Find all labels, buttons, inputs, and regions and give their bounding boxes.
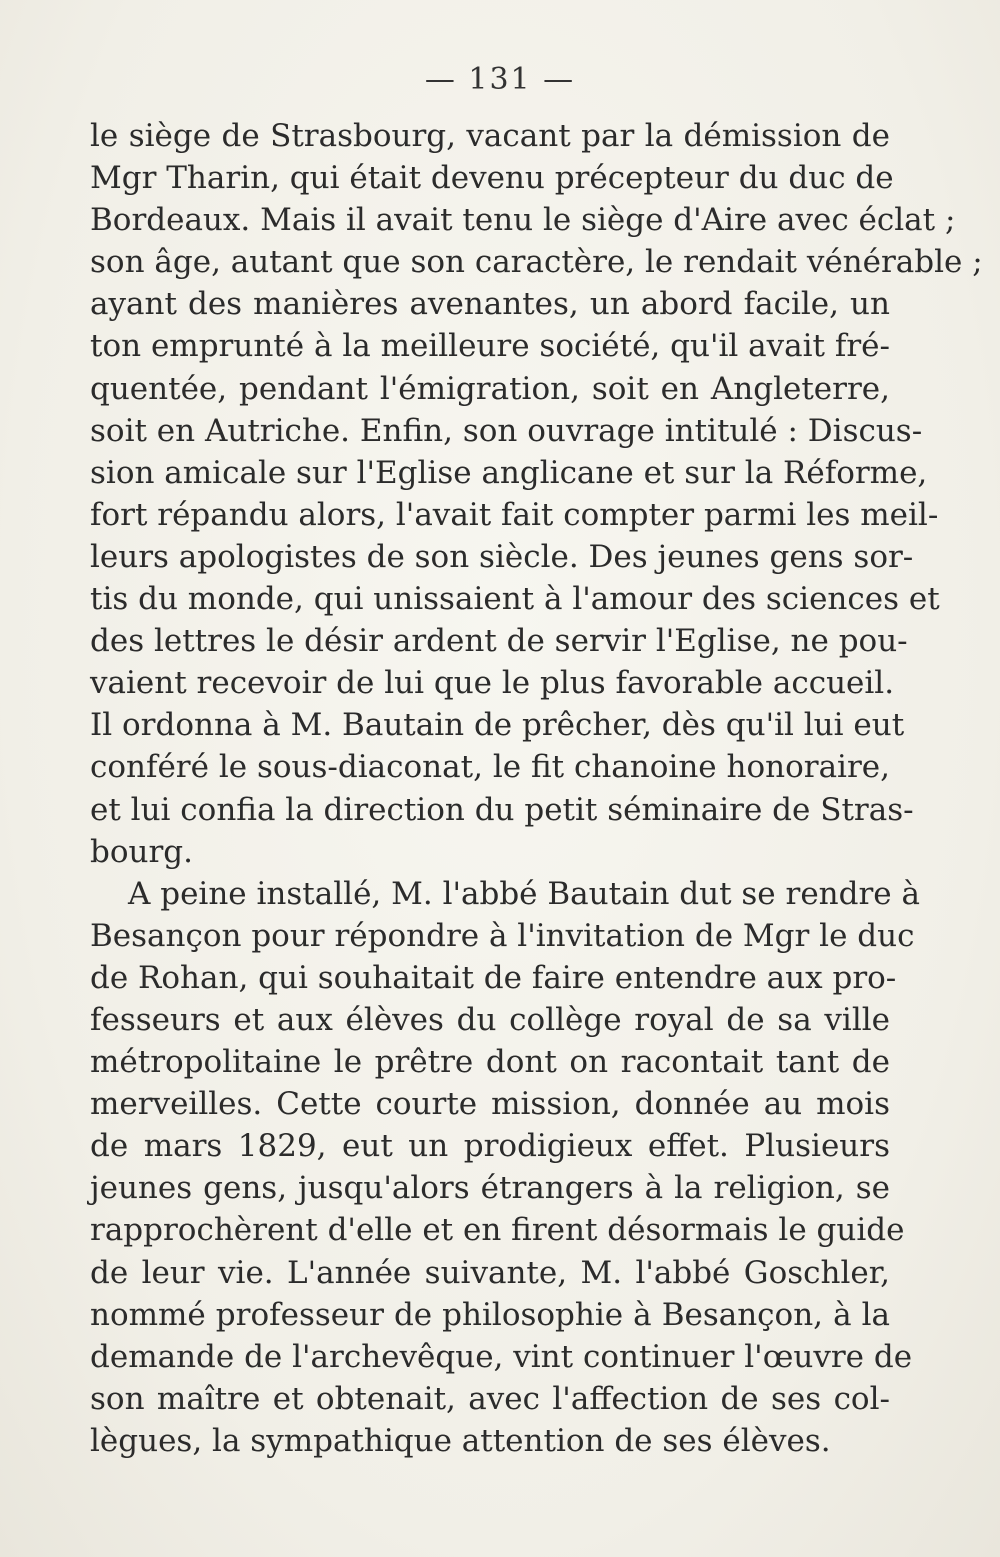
body-text: [90, 115, 983, 1462]
text-line: rapprochèrent d'elle et en firent désormais le guide: [90, 1212, 905, 1249]
text-line: vaient recevoir de lui que le plus favorable accueil.: [90, 665, 895, 702]
text-line: de Rohan, qui souhaitait de faire entendre aux pro-: [90, 959, 897, 996]
text-line: fort répandu alors, l'avait fait compter parmi les meil-: [90, 496, 939, 533]
text-line: ayant des manières avenantes, un abord facile, un: [90, 286, 890, 323]
text-line: lègues, la sympathique attention de ses élèves.: [90, 1422, 831, 1459]
text-line: métropolitaine le prêtre dont on racontait tant de: [90, 1044, 890, 1081]
text-line: conféré le sous-diaconat, le fit chanoine honoraire,: [90, 749, 890, 786]
text-line: Il ordonna à M. Bautain de prêcher, dès qu'il lui eut: [90, 707, 905, 744]
page-number: — 131 —: [424, 62, 576, 97]
text-line: Besançon pour répondre à l'invitation de Mgr le duc: [90, 917, 915, 954]
text-line: merveilles. Cette courte mission, donnée au mois: [90, 1086, 890, 1123]
text-line: Bordeaux. Mais il avait tenu le siège d'Aire avec éclat ;: [90, 202, 956, 239]
text-line: leurs apologistes de son siècle. Des jeunes gens sor-: [90, 538, 914, 575]
text-line: de leur vie. L'année suivante, M. l'abbé Goschler,: [90, 1254, 890, 1291]
text-line: fesseurs et aux élèves du collège royal de sa ville: [90, 1001, 890, 1038]
text-line: Mgr Tharin, qui était devenu précepteur du duc de: [90, 160, 894, 197]
text-line: des lettres le désir ardent de servir l'Eglise, ne pou-: [90, 623, 908, 660]
text-line: et lui confia la direction du petit séminaire de Stras-: [90, 791, 914, 828]
text-line: de mars 1829, eut un prodigieux effet. Plusieurs: [90, 1128, 890, 1165]
text-line: A peine installé, M. l'abbé Bautain dut se rendre à: [128, 875, 920, 912]
text-line: soit en Autriche. Enfin, son ouvrage intitulé : Discus-: [90, 412, 923, 449]
text-line: jeunes gens, jusqu'alors étrangers à la religion, se: [90, 1170, 890, 1207]
text-line: demande de l'archevêque, vint continuer l'œuvre de: [90, 1338, 913, 1375]
text-line: nommé professeur de philosophie à Besançon, à la: [90, 1296, 890, 1333]
text-line: son maître et obtenait, avec l'affection de ses col-: [90, 1380, 890, 1417]
text-line: son âge, autant que son caractère, le rendait vénérable ;: [90, 244, 983, 281]
text-line: tis du monde, qui unissaient à l'amour des sciences et: [90, 581, 940, 618]
text-line: ton emprunté à la meilleure société, qu'il avait fré-: [90, 328, 890, 365]
text-line: bourg.: [90, 833, 193, 870]
text-line: sion amicale sur l'Eglise anglicane et sur la Réforme,: [90, 454, 928, 491]
text-line: le siège de Strasbourg, vacant par la démission de: [90, 118, 890, 154]
text-line: quentée, pendant l'émigration, soit en Angleterre,: [90, 370, 890, 407]
